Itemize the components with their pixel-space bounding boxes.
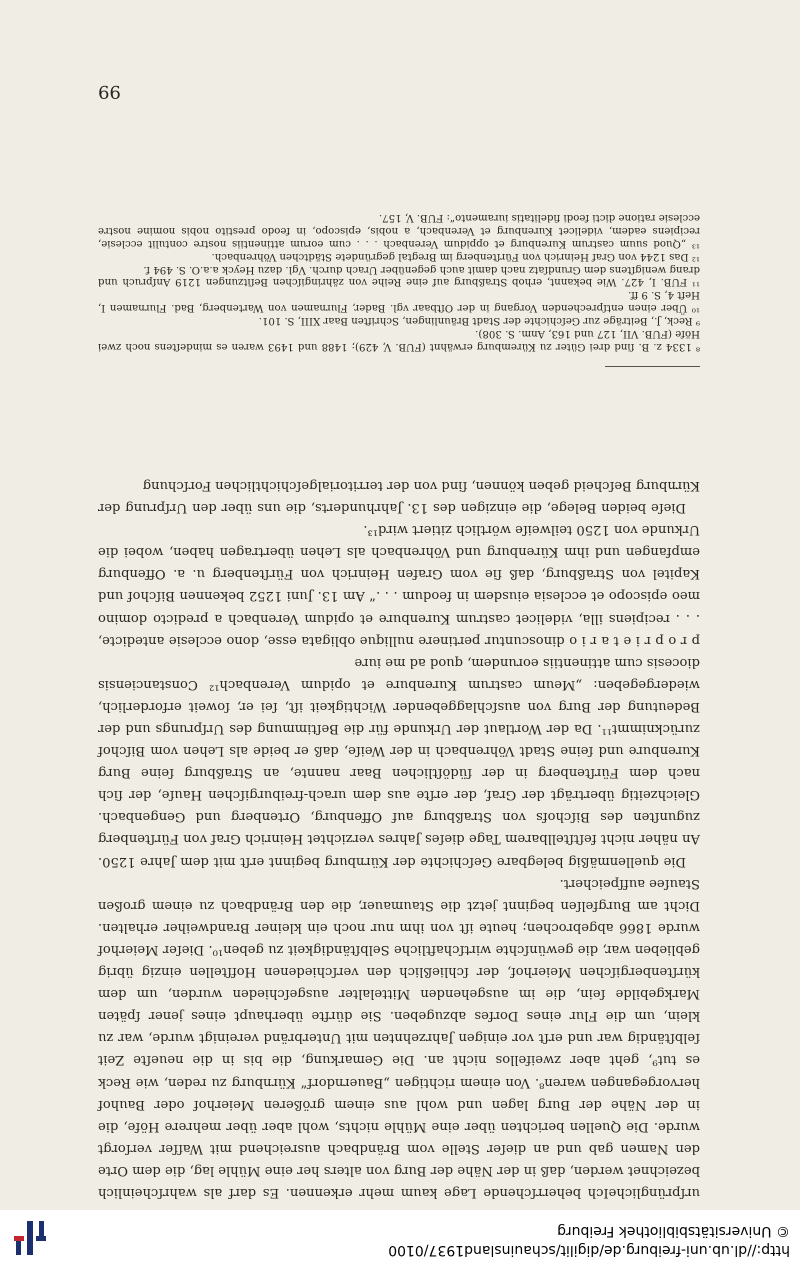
paragraph-3: p r o p r i e t a r i o dinoscuntur pertinere nullique obligata esse, dono ecclesie antedicte, . . . recipiens illa, videlicet castrum Kurenbure et opidum Verenbach a predicto domino meo episcopo et ecclesia eiusdem in feodum . . .“ Am 13. Juni 1252 bekennen Biſchof und Kapitel von Straßburg, daß ſie vom Grafen Heinrich von Fürſtenberg u. a. Offenburg empfangen und ihm Kürenburg und Vöhrenbach als Lehen übertragen haben, wobei die Urkunde von 1250 teilweiſe wörtlich zitiert wird¹³. (98, 522, 700, 648)
footnote-13: ¹³ „Quod suum castrum Kurenburg et oppidum Verenbach . . . cum eorum attinentiis nostre contulit ecclesie, recipiens eadem, videlicet Kurenburg et Verenbach, a nobis, episcopo, in feodo prestito nobis nomine nostre ecclesie ratione dicti feodi fidelitatis iuramento“: FUB. V, 157. (98, 211, 700, 249)
paragraph-1: urſprünglicheIch beherrſchende Lage kaum mehr erkennen. Es darf als wahrſcheinlich bezeichnet werden, daß in der Nähe der Burg von alters her eine Mühle lag, die dem Orte den Namen gab und an dieſer Stelle vom Brändbach ausreichend mit Waſſer verſorgt wurde. Die Quellen berichten über eine Mühle nichts, wohl aber über mehrere Höfe, die in der Nähe der Burg lagen und wohl aus einem größeren Meierhof oder Bauhof hervorgegangen waren⁸. Von einem richtigen „Bauerndorf“ Kürnburg zu reden, wie Reck es tut⁹, geht aber zweifellos nicht an. Die Gemarkung, die bis in die neueſte Zeit ſelbſtändig war und erſt vor einigen Jahrzehnten mit Unterbränd vereinigt wurde, war zu klein, um die Flur eines Dorfes abzugeben. Sie dürfte überhaupt eines jener ſpäten Markgebilde ſein, die im ausgehenden Mittelalter ausgeſchieden wurden, um dem kürſtenbergiſchen Meierhof, der ſchließlich den verſchiedenen Hofſtellen einzig übrig geblieben war, die gewünſchte wirtſchaftliche Selbſtändigkeit zu geben¹⁰. Dieſer Meierhof wurde 1866 abgebrochen; heute iſt von ihm nur noch ein kleiner Brandweiher erhalten. Dicht am Burgfelſen beginnt jetzt die Staumauer, die den Brändbach zu einem großen Stauſee aufſpeichert. (98, 875, 700, 1200)
footnotes (98, 210, 700, 352)
footnote-11: ¹¹ FUB. I, 427. Wie bekannt, erhob Straßburg auf eine Reihe von zähringiſchen Beſitzungen 1219 Anſpruch und drang wenigſtens dem Grundſatz nach damit auch gegenüber Urach durch. Vgl. dazu Heyck a.a.O. S. 494 f. (98, 263, 700, 288)
permalink-url[interactable]: http://dl.ub.uni-freiburg.de/digilit/schauinsland1937/0100 (388, 1242, 790, 1258)
page-number: 99 (98, 81, 121, 102)
ub-freiburg-logo-icon (10, 1219, 48, 1259)
main-text (98, 474, 700, 1203)
scan-header-bar (0, 1210, 800, 1265)
footnote-12: ¹² Das 1244 von Graf Heinrich von Fürſtenberg im Bregtal gegründete Städtchen Vöhrenbach. (211, 250, 700, 262)
footnote-10: ¹⁰ Über einen entſprechenden Vorgang in der Oſtbaar vgl. Bader, Flurnamen von Wartenberg, Bad. Flurnamen I, Heft 4, S. 9 ff. (98, 289, 700, 314)
copyright-notice: © Universitätsbibliothek Freiburg (557, 1223, 790, 1239)
footnote-separator (605, 366, 700, 367)
paragraph-2: Die quellenmäßig belegbare Geſchichte der Kürnburg beginnt erſt mit dem Jahre 1250. An näher nicht feſtſtellbarem Tage dieſes Jahres verzichtet Heinrich Graf von Fürſtenberg zugunſten des Biſchofs von Straßburg auf Offenburg, Ortenberg und Gengenbach. Gleichzeitig überträgt der Graf, der erſte aus dem urach-freiburgiſchen Hauſe, der ſich nach dem Fürſtenberg in der ſüdöſtlichen Baar nannte, an Straßburg ſeine Burg Kurenbure und ſeine Stadt Vöhrenbach in der Weiſe, daß er beide als Lehen vom Biſchof zurücknimmt¹¹. Da der Wortlaut der Urkunde für die Beſtimmung des Urſprungs und der Bedeutung der Burg von ausſchlaggebender Wichtigkeit iſt, ſei er, ſoweit erforderlich, wiedergegeben: „Meum castrum Kurenbure et opidum Verenbach¹² Constanciensis diocesis cum attinentiis eorundem, quod ad me iure (98, 654, 700, 869)
footnote-8: ⁸ 1334 z. B. ſind drei Güter zu Küremburg erwähnt (FUB. V, 429); 1488 und 1493 waren es mindeſtens noch zwei Höfe (FUB. VII, 127 und 163, Anm. S. 308). (98, 328, 700, 352)
paragraph-4: Dieſe beiden Belege, die einzigen des 13. Jahrhunderts, die uns über den Urſprung der Kürnburg Beſcheid geben können, ſind von der territorialgeſchichtlichen Forſchung (98, 478, 700, 516)
footnote-9: ⁹ Reck, J., Beiträge zur Geſchichte der Stadt Bräunlingen, Schriften Baar XIII, S. 101. (258, 315, 700, 327)
